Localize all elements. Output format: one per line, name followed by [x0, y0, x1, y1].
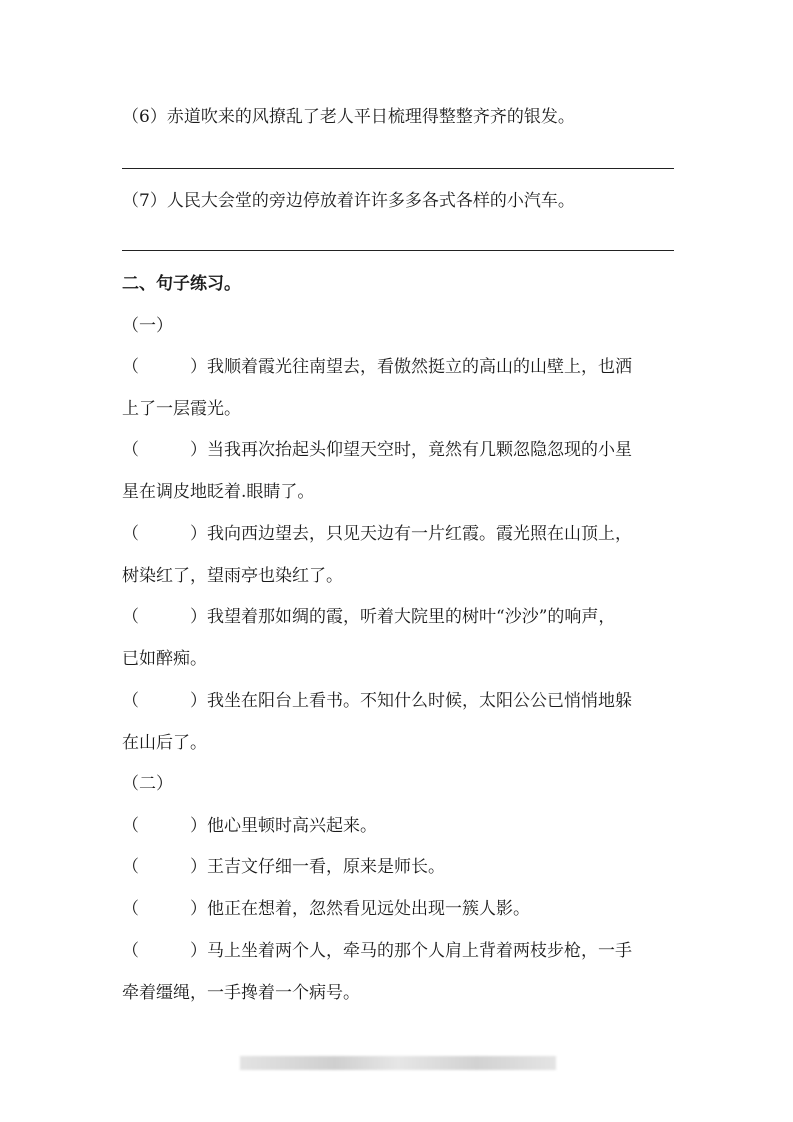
- order-item-4-cont: 已如醉痴。: [122, 649, 207, 669]
- order-item-b1: （ ）他心里顿时高兴起来。: [122, 816, 377, 836]
- sentence-7: （7）人民大会堂的旁边停放着许许多多各式各样的小汽车。: [122, 191, 575, 211]
- order-item-5-cont: 在山后了。: [122, 733, 207, 753]
- order-item-1: （ ）我顺着霞光往南望去，看傲然挺立的高山的山壁上，也洒: [122, 357, 632, 377]
- order-item-b4-cont: 牵着缰绳，一手搀着一个病号。: [122, 983, 360, 1003]
- order-item-1-cont: 上了一层霞光。: [122, 399, 241, 419]
- section-heading: 二、句子练习。: [122, 274, 241, 294]
- answer-line-6: [122, 168, 674, 169]
- order-item-3: （ ）我向西边望去，只见天边有一片红霞。霞光照在山顶上，: [122, 524, 632, 544]
- order-item-2: （ ）当我再次抬起头仰望天空时，竟然有几颗忽隐忽现的小星: [122, 440, 632, 460]
- answer-line-7: [122, 250, 674, 251]
- blurred-watermark: [240, 1056, 556, 1070]
- subsection-1-label: （一）: [122, 316, 173, 336]
- order-item-3-cont: 树染红了，望雨亭也染红了。: [122, 566, 343, 586]
- order-item-b4: （ ）马上坐着两个人，牵马的那个人肩上背着两枝步枪，一手: [122, 941, 632, 961]
- sentence-6: （6）赤道吹来的风撩乱了老人平日梳理得整整齐齐的银发。: [122, 107, 575, 127]
- subsection-2-label: （二）: [122, 774, 173, 794]
- order-item-b2: （ ）王吉文仔细一看，原来是师长。: [122, 857, 445, 877]
- order-item-2-cont: 星在调皮地眨着.眼睛了。: [122, 482, 315, 502]
- order-item-5: （ ）我坐在阳台上看书。不知什么时候，太阳公公已悄悄地躲: [122, 691, 632, 711]
- order-item-b3: （ ）他正在想着，忽然看见远处出现一簇人影。: [122, 899, 530, 919]
- order-item-4: （ ）我望着那如绸的霞，听着大院里的树叶“沙沙”的响声，: [122, 607, 616, 627]
